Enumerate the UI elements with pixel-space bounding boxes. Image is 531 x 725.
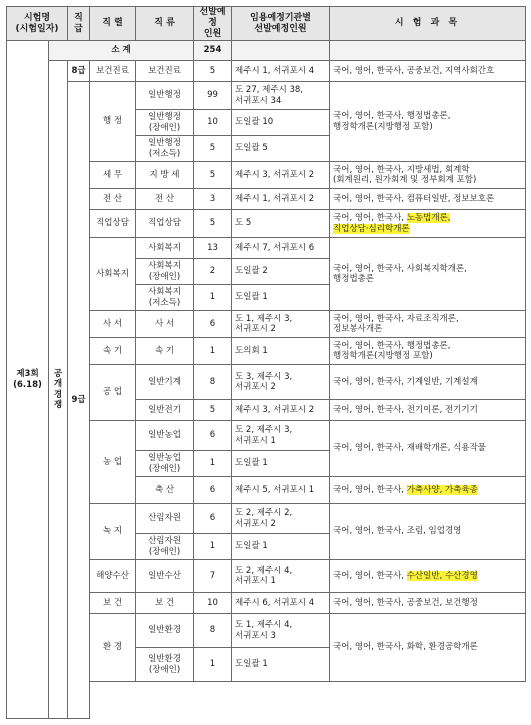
total-health-med: 5 — [194, 61, 232, 82]
exam-name: 제3회 (6.18) — [7, 41, 49, 719]
subjects-mech: 국어, 영어, 한국사, 기계일반, 기계설계 — [330, 365, 526, 400]
total-librarian: 6 — [194, 311, 232, 338]
total-career: 5 — [194, 210, 232, 238]
grade-8: 8급 — [68, 61, 90, 82]
series-stenographer: 속 기 — [90, 338, 136, 365]
subjects-env: 국어, 영어, 한국사, 화학, 환경공학개론 — [330, 614, 526, 682]
spacer-cell — [90, 706, 526, 718]
subjects-fish — [330, 560, 526, 593]
total-mech: 8 — [194, 365, 232, 400]
series-health: 보 건 — [90, 593, 136, 614]
category-admin-gen: 일반행정 — [136, 82, 194, 110]
total-forest-gen: 6 — [194, 504, 232, 534]
agency-health: 제주시 6, 서귀포시 4 — [232, 593, 330, 614]
agency-agri-dis: 도일괄 1 — [232, 451, 330, 477]
header-agency-quota: 임용예정기관별 선발예정인원 — [232, 7, 330, 41]
table-row — [7, 82, 526, 110]
spacer-cell — [90, 694, 526, 706]
category-admin-dis: 일반행정 (장애인) — [136, 110, 194, 136]
subjects-career-plain: 국어, 영어, 한국사, — [333, 213, 407, 224]
series-admin: 행 정 — [90, 82, 136, 162]
category-librarian: 사 서 — [136, 311, 194, 338]
total-env-gen: 8 — [194, 614, 232, 648]
category-health: 보 건 — [136, 593, 194, 614]
agency-env-gen: 도 1, 제주시 4, 서귀포시 3 — [232, 614, 330, 648]
agency-agri-gen: 도 2, 제주시 3, 서귀포시 1 — [232, 421, 330, 451]
total-admin-low: 5 — [194, 136, 232, 162]
agency-welfare-gen: 제주시 7, 서귀포시 6 — [232, 238, 330, 259]
category-tax: 지 방 세 — [136, 162, 194, 189]
category-forest-gen: 산림자원 — [136, 504, 194, 534]
subjects-elec: 국어, 영어, 한국사, 전기이론, 전기기기 — [330, 400, 526, 421]
series-health-med: 보건진료 — [90, 61, 136, 82]
subjects-tax: 국어, 영어, 한국사, 지방세법, 회계학 (회계원리, 원가회계 및 정부회계 포함) — [330, 162, 526, 189]
subjects-fish-highlight: 수산일반, 수산경영 — [406, 570, 478, 581]
header-total-quota: 선발예정 인원 — [194, 7, 232, 41]
grade-9: 9급 — [68, 82, 90, 719]
subjects-livestock-highlight: 가축사양, 가축육종 — [406, 484, 478, 495]
series-welfare: 사회복지 — [90, 238, 136, 311]
series-agri: 농 업 — [90, 421, 136, 504]
total-welfare-low: 1 — [194, 285, 232, 311]
total-welfare-dis: 2 — [194, 259, 232, 285]
series-tax: 세 무 — [90, 162, 136, 189]
category-admin-low: 일반행정 (저소득) — [136, 136, 194, 162]
subjects-forest: 국어, 영어, 한국사, 조림, 임업경영 — [330, 504, 526, 560]
subjects-stenographer: 국어, 영어, 한국사, 행정법총론, 행정학개론(지방행정 포함) — [330, 338, 526, 365]
series-computer: 전 산 — [90, 189, 136, 210]
agency-mech: 도 3, 제주시 3, 서귀포시 2 — [232, 365, 330, 400]
subjects-welfare: 국어, 영어, 한국사, 사회복지학개론, 행정법총론 — [330, 238, 526, 311]
category-env-gen: 일반환경 — [136, 614, 194, 648]
total-admin-dis: 10 — [194, 110, 232, 136]
total-elec: 5 — [194, 400, 232, 421]
category-agri-dis: 일반농업 (장애인) — [136, 451, 194, 477]
recruitment-table — [6, 6, 526, 719]
header-category: 직 류 — [136, 7, 194, 41]
category-health-med: 보건진료 — [136, 61, 194, 82]
total-stenographer: 1 — [194, 338, 232, 365]
header-grade: 직급 — [68, 7, 90, 41]
subtotal-value: 254 — [194, 41, 232, 61]
total-agri-gen: 6 — [194, 421, 232, 451]
series-forest: 녹 지 — [90, 504, 136, 560]
agency-admin-low: 도일괄 5 — [232, 136, 330, 162]
agency-admin-dis: 도일괄 10 — [232, 110, 330, 136]
header-exam-date: 시험명 (시험일자) — [7, 7, 68, 41]
agency-welfare-low: 도일괄 1 — [232, 285, 330, 311]
agency-admin-gen: 도 27, 제주시 38, 서귀포시 34 — [232, 82, 330, 110]
category-mech: 일반기계 — [136, 365, 194, 400]
total-computer: 3 — [194, 189, 232, 210]
series-career: 직업상담 — [90, 210, 136, 238]
agency-health-med: 제주시 1, 서귀포시 4 — [232, 61, 330, 82]
total-health: 10 — [194, 593, 232, 614]
exam-type: 공개 경쟁 — [49, 61, 68, 719]
agency-career: 도 5 — [232, 210, 330, 238]
agency-stenographer: 도의회 1 — [232, 338, 330, 365]
agency-elec: 제주시 3, 서귀포시 2 — [232, 400, 330, 421]
category-forest-dis: 산림자원 (장애인) — [136, 534, 194, 560]
subtotal-empty-subjects — [330, 41, 526, 61]
category-welfare-dis: 사회복지 (장애인) — [136, 259, 194, 285]
category-career: 직업상담 — [136, 210, 194, 238]
header-subjects: 시 험 과 목 — [330, 7, 526, 41]
subjects-career — [330, 210, 526, 238]
category-agri-gen: 일반농업 — [136, 421, 194, 451]
header-row — [7, 7, 526, 41]
series-env: 환 경 — [90, 614, 136, 682]
total-tax: 5 — [194, 162, 232, 189]
subjects-fish-plain: 국어, 영어, 한국사, — [333, 570, 407, 581]
series-industry: 공 업 — [90, 365, 136, 421]
spacer-cell — [90, 682, 526, 694]
total-fish: 7 — [194, 560, 232, 593]
subjects-health-med: 국어, 영어, 한국사, 공중보건, 지역사회간호 — [330, 61, 526, 82]
subjects-livestock-plain: 국어, 영어, 한국사, — [333, 484, 407, 495]
subjects-health: 국어, 영어, 한국사, 공중보건, 보건행정 — [330, 593, 526, 614]
subjects-agri: 국어, 영어, 한국사, 재배학개론, 식용작물 — [330, 421, 526, 477]
category-fish: 일반수산 — [136, 560, 194, 593]
subjects-librarian: 국어, 영어, 한국사, 자료조직개론, 정보봉사개론 — [330, 311, 526, 338]
total-env-dis: 1 — [194, 648, 232, 682]
total-forest-dis: 1 — [194, 534, 232, 560]
subtotal-empty-agency — [232, 41, 330, 61]
series-librarian: 사 서 — [90, 311, 136, 338]
agency-welfare-dis: 도일괄 2 — [232, 259, 330, 285]
agency-tax: 제주시 3, 서귀포시 2 — [232, 162, 330, 189]
subjects-computer: 국어, 영어, 한국사, 컴퓨터일반, 정보보호론 — [330, 189, 526, 210]
subjects-career-highlight-2: 직업상담·심리학개론 — [333, 223, 410, 234]
agency-livestock: 제주시 5, 서귀포시 1 — [232, 477, 330, 504]
agency-forest-dis: 도일괄 1 — [232, 534, 330, 560]
category-elec: 일반전기 — [136, 400, 194, 421]
header-series: 직 렬 — [90, 7, 136, 41]
agency-env-dis: 도일괄 1 — [232, 648, 330, 682]
total-livestock: 6 — [194, 477, 232, 504]
subtotal-label: 소 계 — [49, 41, 194, 61]
category-welfare-low: 사회복지 (저소득) — [136, 285, 194, 311]
total-agri-dis: 1 — [194, 451, 232, 477]
total-admin-gen: 99 — [194, 82, 232, 110]
agency-computer: 제주시 1, 서귀포시 2 — [232, 189, 330, 210]
subjects-livestock — [330, 477, 526, 504]
category-stenographer: 속 기 — [136, 338, 194, 365]
category-computer: 전 산 — [136, 189, 194, 210]
series-fish: 해양수산 — [90, 560, 136, 593]
agency-forest-gen: 도 2, 제주시 2, 서귀포시 2 — [232, 504, 330, 534]
subjects-career-highlight-1: 노동법개론, — [406, 213, 451, 224]
agency-fish: 도 2, 제주시 4, 서귀포시 1 — [232, 560, 330, 593]
total-welfare-gen: 13 — [194, 238, 232, 259]
subjects-admin: 국어, 영어, 한국사, 행정법총론, 행정학개론(지방행정 포함) — [330, 82, 526, 162]
category-livestock: 축 산 — [136, 477, 194, 504]
category-welfare-gen: 사회복지 — [136, 238, 194, 259]
subtotal-row — [7, 41, 526, 61]
category-env-dis: 일반환경 (장애인) — [136, 648, 194, 682]
agency-librarian: 도 1, 제주시 3, 서귀포시 2 — [232, 311, 330, 338]
table-row — [7, 61, 526, 82]
